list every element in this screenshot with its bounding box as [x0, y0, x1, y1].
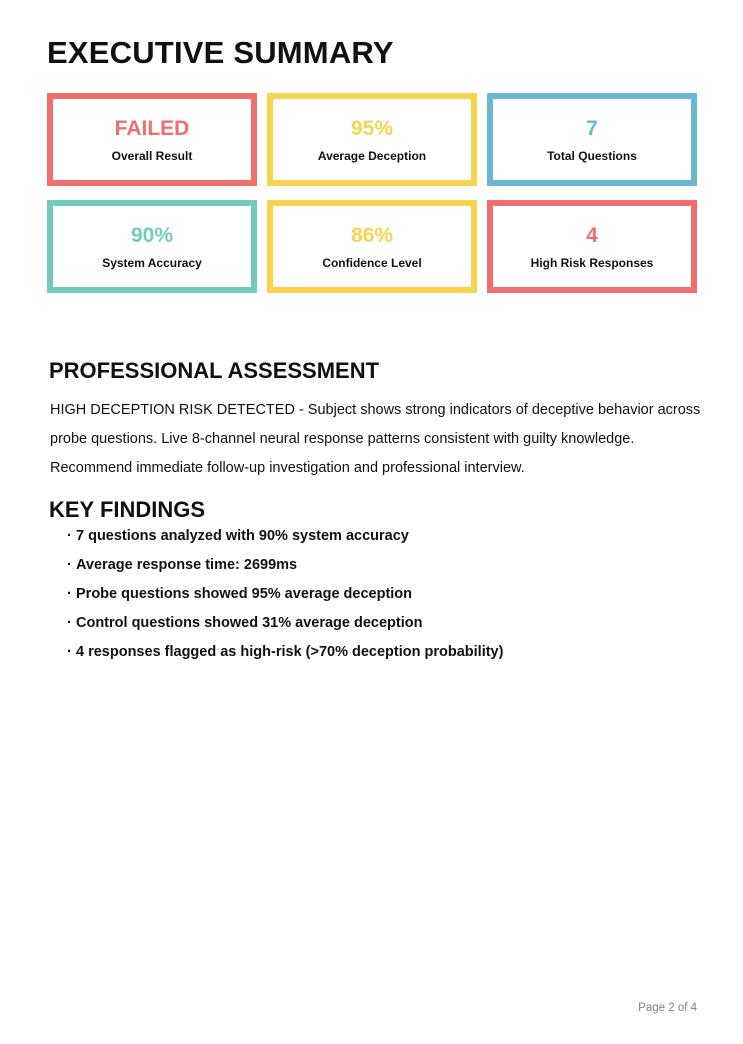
stat-card-overall-result [47, 93, 257, 186]
assessment-section-heading: PROFESSIONAL ASSESSMENT [49, 358, 380, 384]
stat-label: Average Deception [317, 148, 427, 163]
stat-value: FAILED [114, 116, 190, 140]
stat-value: 95% [350, 116, 394, 140]
finding-text: Probe questions showed 95% average deception [76, 585, 413, 602]
stat-card-system-accuracy [47, 200, 257, 293]
stat-value: 7 [586, 116, 598, 140]
assessment-body-text: HIGH DECEPTION RISK DETECTED - Subject shows strong indicators of deceptive behavior across probe questions. Live 8-channel neural response patterns consistent with guilty knowledge. Recommend immediate follow-up investigation and professional interview. [50, 401, 701, 476]
finding-item [67, 521, 687, 550]
finding-item [67, 637, 687, 666]
stat-value: 86% [350, 223, 394, 247]
finding-text: 7 questions analyzed with 90% system accuracy [76, 527, 409, 544]
stat-card-average-deception [267, 93, 477, 186]
bullet-icon: · [67, 585, 72, 602]
summary-cards-grid [47, 93, 697, 293]
stat-card-confidence-level [267, 200, 477, 293]
finding-item [67, 608, 687, 637]
finding-text: 4 responses flagged as high-risk (>70% deception probability) [76, 643, 504, 660]
bullet-icon: · [67, 614, 72, 631]
stat-label: High Risk Responses [530, 255, 654, 270]
stat-value: 90% [130, 223, 174, 247]
stat-card-high-risk-responses [487, 200, 697, 293]
finding-text: Average response time: 2699ms [76, 556, 298, 573]
stat-label: Overall Result [111, 148, 193, 163]
bullet-icon: · [67, 527, 72, 544]
page-number: Page 2 of 4 [638, 1002, 697, 1014]
finding-text: Control questions showed 31% average deception [76, 614, 423, 631]
stat-label: System Accuracy [102, 255, 202, 270]
page-title: EXECUTIVE SUMMARY [47, 34, 394, 70]
finding-item [67, 550, 687, 579]
stat-value: 4 [586, 223, 598, 247]
finding-item [67, 579, 687, 608]
stat-label: Total Questions [547, 148, 637, 163]
key-findings-list [67, 521, 687, 666]
key-findings-section-heading: KEY FINDINGS [49, 497, 206, 523]
stat-card-total-questions [487, 93, 697, 186]
stat-label: Confidence Level [322, 255, 422, 270]
bullet-icon: · [67, 643, 72, 660]
bullet-icon: · [67, 556, 72, 573]
